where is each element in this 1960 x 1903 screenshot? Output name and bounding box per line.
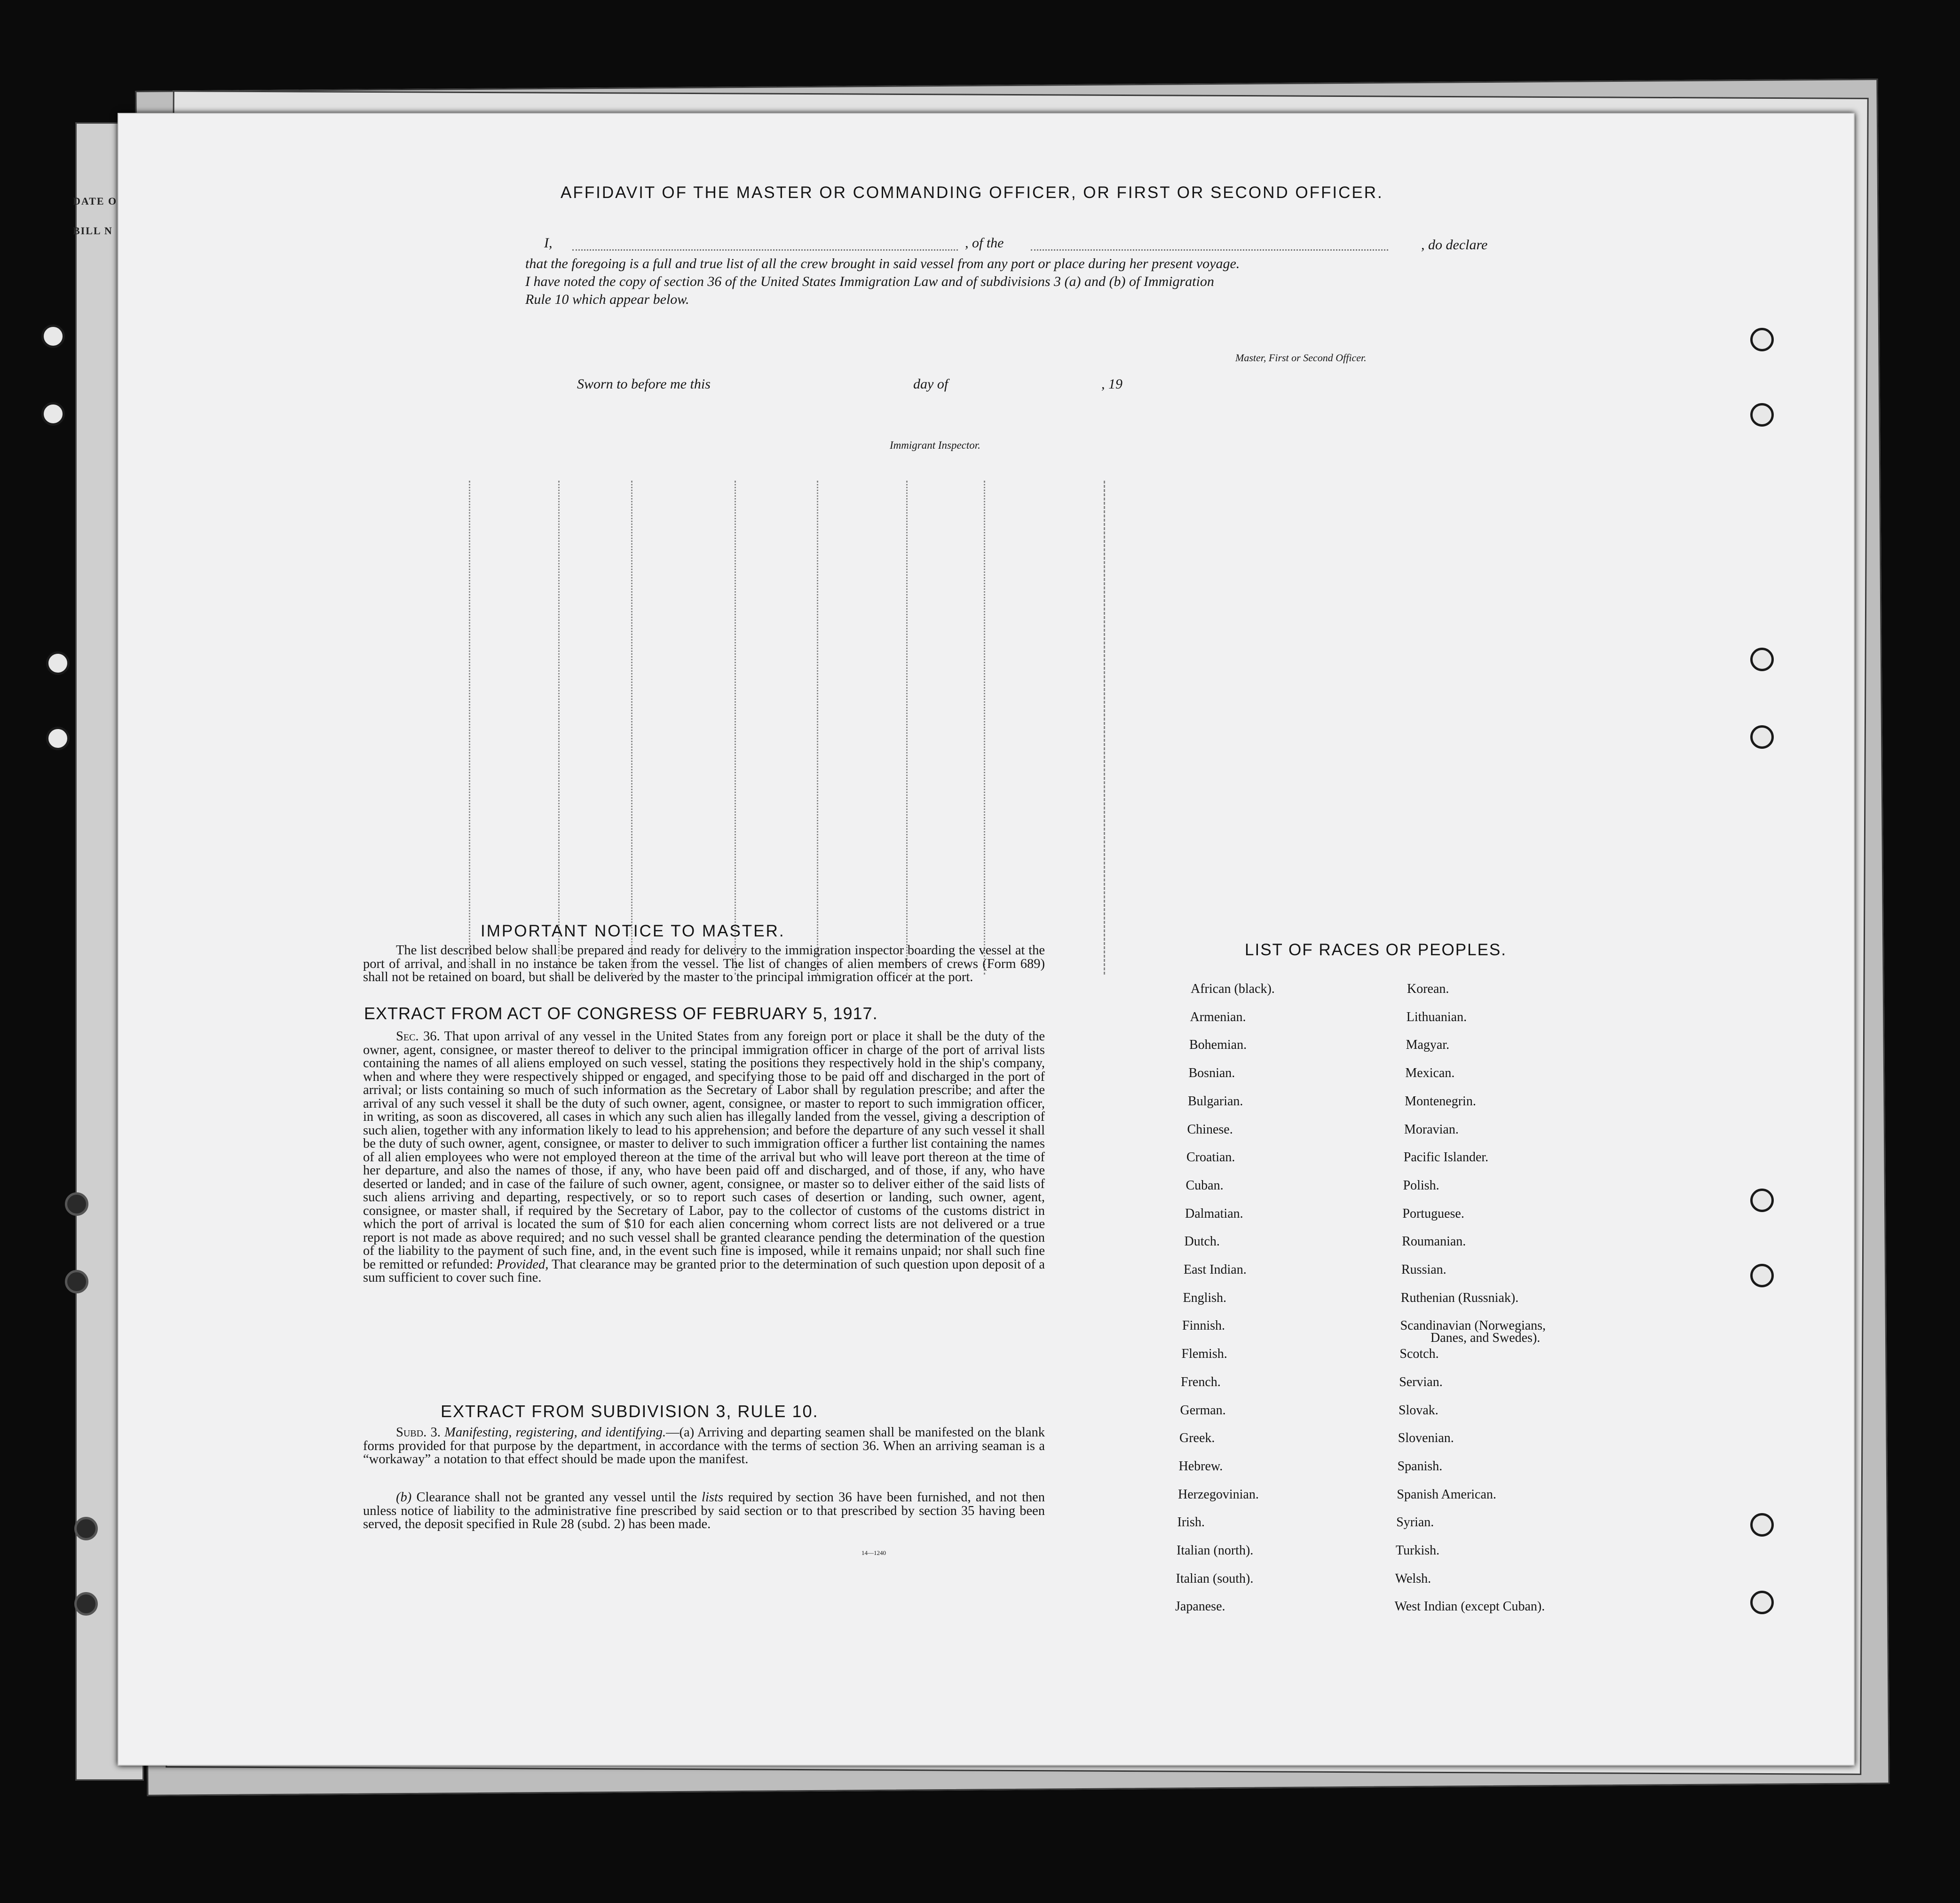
margin-label-bill: BILL N [73,225,113,237]
race-left-item: Dutch. [1184,1234,1220,1249]
binder-hole [1750,725,1774,749]
binder-hole [1750,1591,1774,1614]
race-left-item: Croatian. [1186,1150,1235,1165]
binder-hole [41,325,65,348]
race-right-item: Montenegrin. [1405,1094,1476,1109]
race-right-item: Korean. [1407,982,1449,996]
binder-hole [1750,403,1774,427]
important-notice-title: IMPORTANT NOTICE TO MASTER. [481,922,785,940]
binder-hole [74,1517,98,1540]
race-left-item: Italian (south). [1176,1571,1254,1586]
column-rule [984,481,985,975]
column-rule [631,481,632,975]
sec-36-end: That clearance may be granted prior to the determination of such question upon deposit of a sum sufficient to cover such fine. [363,1257,1045,1285]
extract-rule-para-a [363,1426,1045,1467]
para-b-post: required by section 36 have been furnished, and not then unless notice of liability to the administrative fine prescribed by said section or to that prescribed by section 35 having been served, the deposit specified in Rule 28 (subd. 2) has been made. [363,1490,1045,1531]
race-right-item: Polish. [1403,1178,1439,1193]
race-right-item-continuation: Danes, and Swedes). [1430,1331,1541,1346]
column-rule [469,481,470,975]
binder-hole [1750,1264,1774,1287]
race-left-item: East Indian. [1184,1262,1247,1277]
binder-hole [1750,648,1774,671]
para-b-lists: lists [702,1490,723,1505]
binder-hole [74,1592,98,1616]
binder-hole [46,727,70,750]
column-rule [1104,481,1105,975]
race-right-item: Spanish American. [1397,1487,1496,1502]
race-right-item: Scotch. [1399,1347,1439,1362]
race-right-item: Roumanian. [1402,1234,1466,1249]
form-number: 14—1240 [861,1549,886,1556]
para-b-pre: Clearance shall not be granted any vessel until the [416,1490,697,1505]
race-right-item: Slovak. [1399,1403,1438,1418]
affidavit-of-the: , of the [965,235,1004,251]
race-left-item: Italian (north). [1177,1543,1254,1558]
race-left-item: German. [1180,1403,1226,1418]
affidavit-line3: I have noted the copy of section 36 of the United States Immigration Law and of subdivisions 3 (a) and (b) of Immigration [525,274,1214,289]
affidavit-line2: that the foregoing is a full and true list of all the crew brought in said vessel from any port or place during her present voyage. [525,256,1240,271]
vessel-blank[interactable] [1031,249,1388,251]
sworn-text: Sworn to before me this [577,376,711,392]
race-left-item: English. [1183,1290,1227,1305]
year-text: , 19 [1101,376,1122,392]
race-right-item: Ruthenian (Russniak). [1400,1290,1519,1305]
race-left-item: French. [1181,1374,1221,1389]
race-right-item: Magyar. [1406,1038,1450,1053]
subd-label: Subd. 3. [396,1425,441,1440]
race-left-item: Greek. [1179,1431,1215,1446]
race-left-item: Dalmatian. [1185,1206,1243,1221]
race-left-item: Chinese. [1187,1122,1233,1137]
master-signature-label: Master, First or Second Officer. [1235,352,1367,364]
race-right-item: Moravian. [1404,1122,1459,1137]
column-rule [735,481,736,975]
extract-act-title: EXTRACT FROM ACT OF CONGRESS OF FEBRUARY 5, 1917. [364,1004,878,1023]
affidavit-declare: , do declare [1421,237,1488,253]
race-left-item: Irish. [1177,1515,1205,1530]
race-right-item: Spanish. [1397,1459,1443,1474]
race-right-item: Scandinavian (Norwegians, [1400,1318,1546,1333]
extract-rule-para-b [363,1491,1045,1531]
race-left-item: Bosnian. [1188,1066,1235,1081]
race-right-item: Servian. [1399,1374,1443,1389]
name-blank[interactable] [572,249,958,251]
race-left-item: Herzegovinian. [1178,1487,1259,1502]
binder-hole [65,1270,88,1293]
binder-hole [46,651,70,675]
race-left-item: Bulgarian. [1188,1094,1243,1109]
extract-rule-title: EXTRACT FROM SUBDIVISION 3, RULE 10. [441,1402,819,1421]
race-left-item: Finnish. [1182,1318,1225,1333]
subd-heading: Manifesting, registering, and identifying. [444,1425,666,1440]
race-right-item: Syrian. [1396,1515,1434,1530]
race-right-item: Portuguese. [1402,1206,1464,1221]
column-rule [558,481,560,975]
column-rule [906,481,908,975]
binder-hole [1750,328,1774,351]
race-right-item: Welsh. [1395,1571,1431,1586]
race-left-item: African (black). [1191,982,1275,996]
race-left-item: Japanese. [1175,1599,1225,1614]
inspector-label: Immigrant Inspector. [890,439,980,451]
sec-36-text: That upon arrival of any vessel in the United States from any foreign port or place it shall be the duty of the owner, agent, consignee, or master thereof to deliver to the principal immigration officer in charge of the port of arrival lists containing the names of all aliens employed on such vessel, stating the positions they respectively hold in the ship's company, when and where they were respectively shipped or engaged, and specifying those to be paid off and discharged in the port of arrival; or lists containing so much of such information as the Secretary of Labor shall by regulation prescribe; and after the arrival of any such vessel it shall be the duty of such owner, agent, consignee, or master to report to such immigration officer, in writing, as soon as discovered, all cases in which any such alien has illegally landed from the vessel, giving a description of such alien, together with any information likely to lead to his apprehension; and before the departure of any such vessel it shall be the duty of such owner, agent, consignee, or master to deliver to such immigration officer a further list containing the names of all alien employees who were not employed thereon at the time of the arrival but who will leave port thereon at the time of her departure, and also the names of those, if any, who have been paid off and discharged, and of those, if any, who have deserted or landed; and in case of the failure of such owner, agent, consignee, or master so to deliver either of the said lists of such aliens arriving and departing, respectively, or so to report such cases of desertion or landing, such owner, agent, consignee, or master shall, if required by the Secretary of Labor, pay to the collector of customs of the customs district in which the port of arrival is located the sum of $10 for each alien concerning whom correct lists are not delivered or a true report is not made as above required; and no such vessel shall be granted clearance pending the determination of the question of the liability to the payment of such fine, and, in the event such fine is imposed, while it remains unpaid; nor shall such fine be remitted or refunded: [363,1029,1045,1272]
column-rule [817,481,818,975]
sec-label: Sec. 36. [396,1029,440,1044]
extract-act-body [363,1030,1045,1285]
races-title: LIST OF RACES OR PEOPLES. [1245,941,1507,959]
important-notice-body: The list described below shall be prepared and ready for delivery to the immigration inspector boarding the vessel at the port of arrival, and shall in no instance be taken from the vessel. The list of changes of alien members of crews (Form 689) shall not be retained on board, but shall be delivered by the master to the principal immigration officer at the port. [363,943,1045,984]
race-right-item: Mexican. [1405,1066,1455,1081]
binder-hole [41,402,65,426]
race-left-item: Cuban. [1185,1178,1224,1193]
race-right-item: West Indian (except Cuban). [1394,1599,1545,1614]
race-left-item: Armenian. [1190,1009,1246,1024]
binder-hole [1750,1189,1774,1212]
race-right-item: Russian. [1401,1262,1446,1277]
form-page [118,113,1855,1766]
margin-label-date: DATE O [73,195,118,207]
binder-hole [1750,1513,1774,1537]
para-b-label: (b) [396,1490,412,1505]
para-a-text: —(a) Arriving and departing seamen shall be manifested on the blank forms provided for that purpose by the department, in accordance with the terms of section 36. When an arriving seaman is a “workaway” a notation to that effect should be made upon the manifest. [363,1425,1045,1467]
affidavit-line4: Rule 10 which appear below. [525,292,689,307]
binder-hole [65,1192,88,1216]
race-right-item: Lithuanian. [1406,1009,1467,1024]
affidavit-i: I, [544,235,553,251]
race-right-item: Pacific Islander. [1403,1150,1489,1165]
race-left-item: Flemish. [1181,1347,1227,1362]
race-right-item: Turkish. [1396,1543,1440,1558]
race-left-item: Bohemian. [1189,1038,1247,1053]
affidavit-title: AFFIDAVIT OF THE MASTER OR COMMANDING OFFICER, OR FIRST OR SECOND OFFICER. [561,183,1383,202]
provided-word: Provided, [496,1257,549,1272]
race-right-item: Slovenian. [1398,1431,1454,1446]
race-left-item: Hebrew. [1178,1459,1223,1474]
day-of-text: day of [913,376,948,392]
